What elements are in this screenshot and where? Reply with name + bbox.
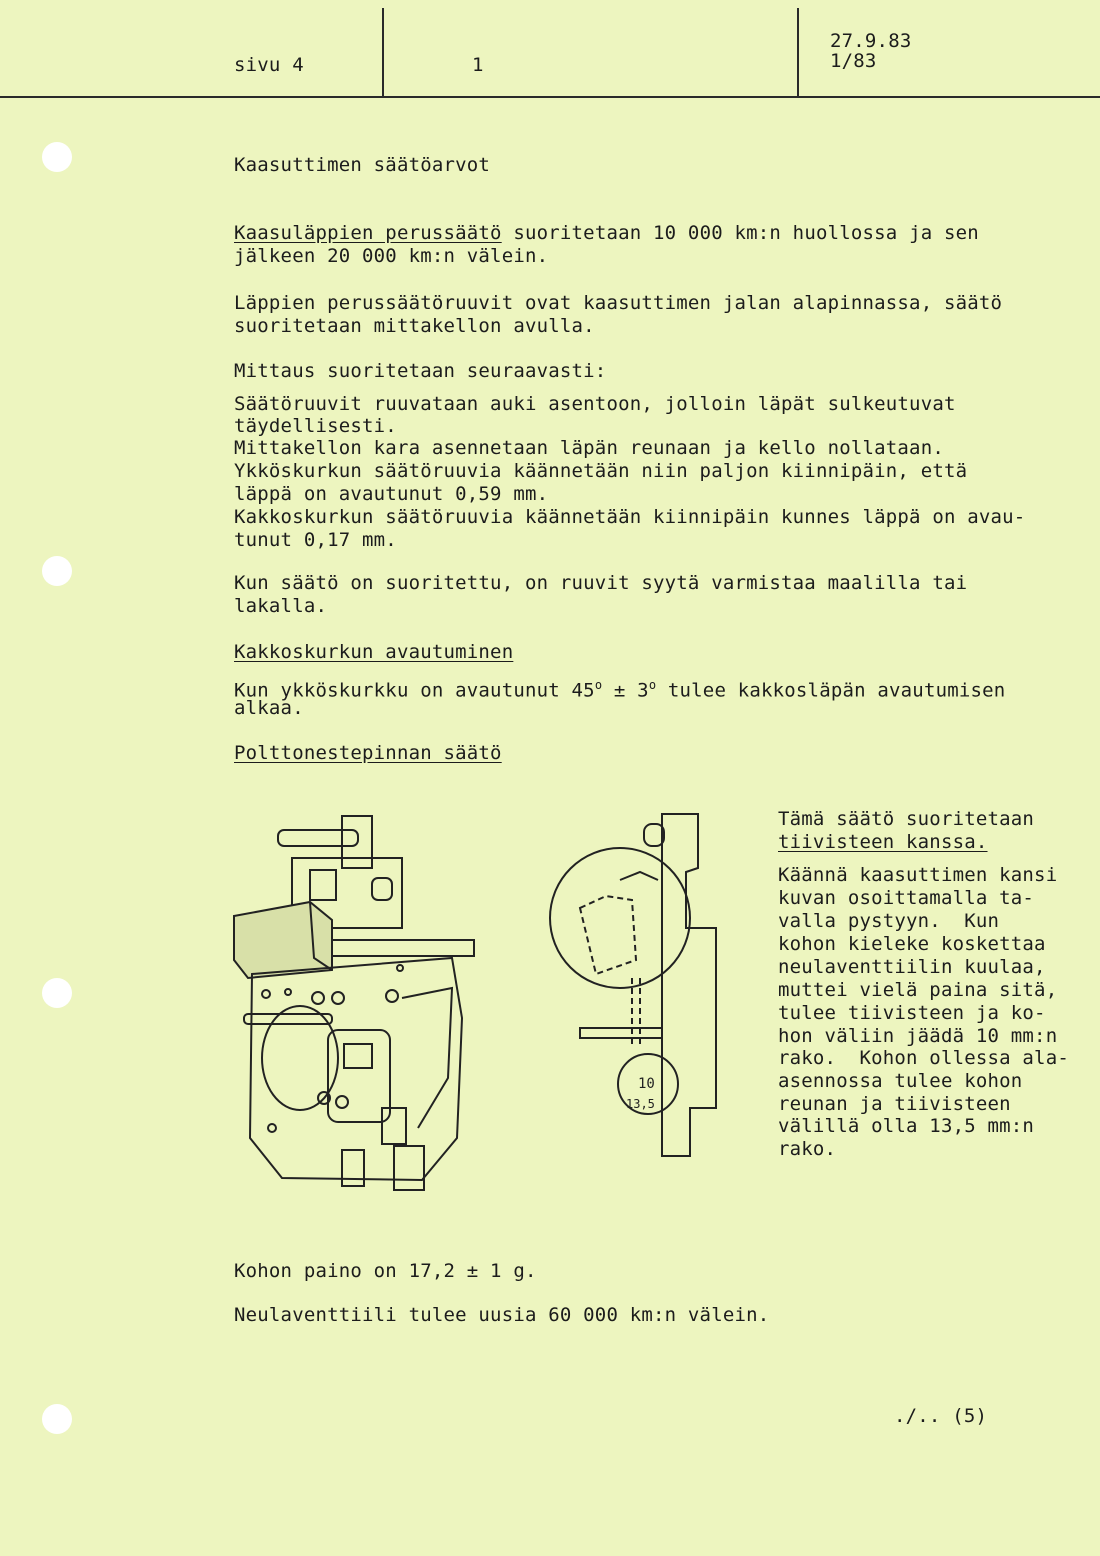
secondary-opening-text-a: Kun ykköskurkku on avautunut 45: [234, 679, 595, 702]
locking-line1: Kun säätö on suoritettu, on ruuvit syytä varmistaa maalilla tai: [234, 572, 968, 594]
screws-line2: suoritetaan mittakellon avulla.: [234, 315, 595, 337]
gap-label-10: 10: [638, 1076, 655, 1092]
page-label: sivu 4: [234, 54, 304, 76]
degree-sign-1: o: [594, 678, 603, 692]
float-side-line: Käännä kaasuttimen kansi: [778, 864, 1058, 886]
float-side-line: valla pystyyn. Kun: [778, 910, 1000, 932]
float-weight: Kohon paino on 17,2 ± 1 g.: [234, 1260, 537, 1282]
float-side-line: tiivisteen kanssa.: [778, 831, 988, 853]
float-side-line: asennossa tulee kohon: [778, 1070, 1023, 1092]
secondary-opening-text-b: ± 3: [602, 679, 649, 702]
float-adjustment-heading: Polttonestepinnan säätö: [234, 742, 502, 764]
secondary-opening-text-c: tulee kakkosläpän avautumisen: [656, 679, 1006, 702]
basic-adjustment-lead: Kaasuläppien perussäätö: [234, 222, 502, 244]
float-side-line: reunan ja tiivisteen: [778, 1093, 1011, 1115]
float-side-line: muttei vielä paina sitä,: [778, 979, 1058, 1001]
basic-adjustment-line2: jälkeen 20 000 km:n välein.: [234, 245, 549, 267]
document-date: 27.9.83: [830, 30, 912, 52]
float-level-diagram: [540, 808, 740, 1158]
step-line1: Säätöruuvit ruuvataan auki asentoon, jolloin läpät sulkeutuvat: [234, 393, 956, 415]
basic-adjustment-rest: suoritetaan 10 000 km:n huollossa ja sen: [501, 222, 979, 244]
float-side-line: hon väliin jäädä 10 mm:n: [778, 1025, 1058, 1047]
step-line5: läppä on avautunut 0,59 mm.: [234, 483, 549, 505]
secondary-opening-heading: Kakkoskurkun avautuminen: [234, 641, 514, 663]
header-rule: [0, 96, 1100, 98]
screws-line1: Läppien perussäätöruuvit ovat kaasuttimen jalan alapinnassa, säätö: [234, 292, 1003, 314]
secondary-opening-line2: alkaa.: [234, 697, 304, 719]
bulletin-ref: 1/83: [830, 50, 877, 72]
degree-sign-2: o: [648, 678, 657, 692]
continuation-mark: ./.. (5): [894, 1405, 988, 1427]
header-divider-left: [382, 8, 384, 97]
page-title: Kaasuttimen säätöarvot: [234, 154, 491, 176]
step-line6: Kakkoskurkun säätöruuvia käännetään kiinnipäin kunnes läppä on avau-: [234, 506, 1026, 528]
step-line2: täydellisesti.: [234, 415, 397, 437]
float-side-line: neulaventtiilin kuulaa,: [778, 956, 1046, 978]
header-divider-right: [797, 8, 799, 97]
punch-hole-lower: [42, 978, 72, 1008]
float-side-line: Tämä säätö suoritetaan: [778, 808, 1035, 830]
gap-label-13-5: 13,5: [626, 1097, 655, 1111]
float-side-line: rako.: [778, 1138, 837, 1160]
issue-number: 1: [472, 54, 484, 76]
float-side-line: kuvan osoittamalla ta-: [778, 887, 1035, 909]
needle-valve-note: Neulaventtiili tulee uusia 60 000 km:n välein.: [234, 1304, 770, 1326]
punch-hole-bottom: [42, 1404, 72, 1434]
float-side-line: tulee tiivisteen ja ko-: [778, 1002, 1046, 1024]
basic-adjustment-line1: [234, 222, 979, 245]
step-line3: Mittakellon kara asennetaan läpän reunaan ja kello nollataan.: [234, 437, 944, 459]
step-line4: Ykköskurkun säätöruuvia käännetään niin paljon kiinnipäin, että: [234, 460, 968, 482]
punch-hole-top: [42, 142, 72, 172]
locking-line2: lakalla.: [234, 595, 328, 617]
float-side-line: välillä olla 13,5 mm:n: [778, 1115, 1035, 1137]
float-side-line: kohon kieleke koskettaa: [778, 933, 1046, 955]
float-side-line: rako. Kohon ollessa ala-: [778, 1047, 1069, 1069]
punch-hole-middle: [42, 556, 72, 586]
step-line7: tunut 0,17 mm.: [234, 529, 397, 551]
carburettor-illustration: [222, 808, 492, 1198]
secondary-opening-line1: [234, 674, 1005, 702]
measurement-intro: Mittaus suoritetaan seuraavasti:: [234, 360, 607, 382]
